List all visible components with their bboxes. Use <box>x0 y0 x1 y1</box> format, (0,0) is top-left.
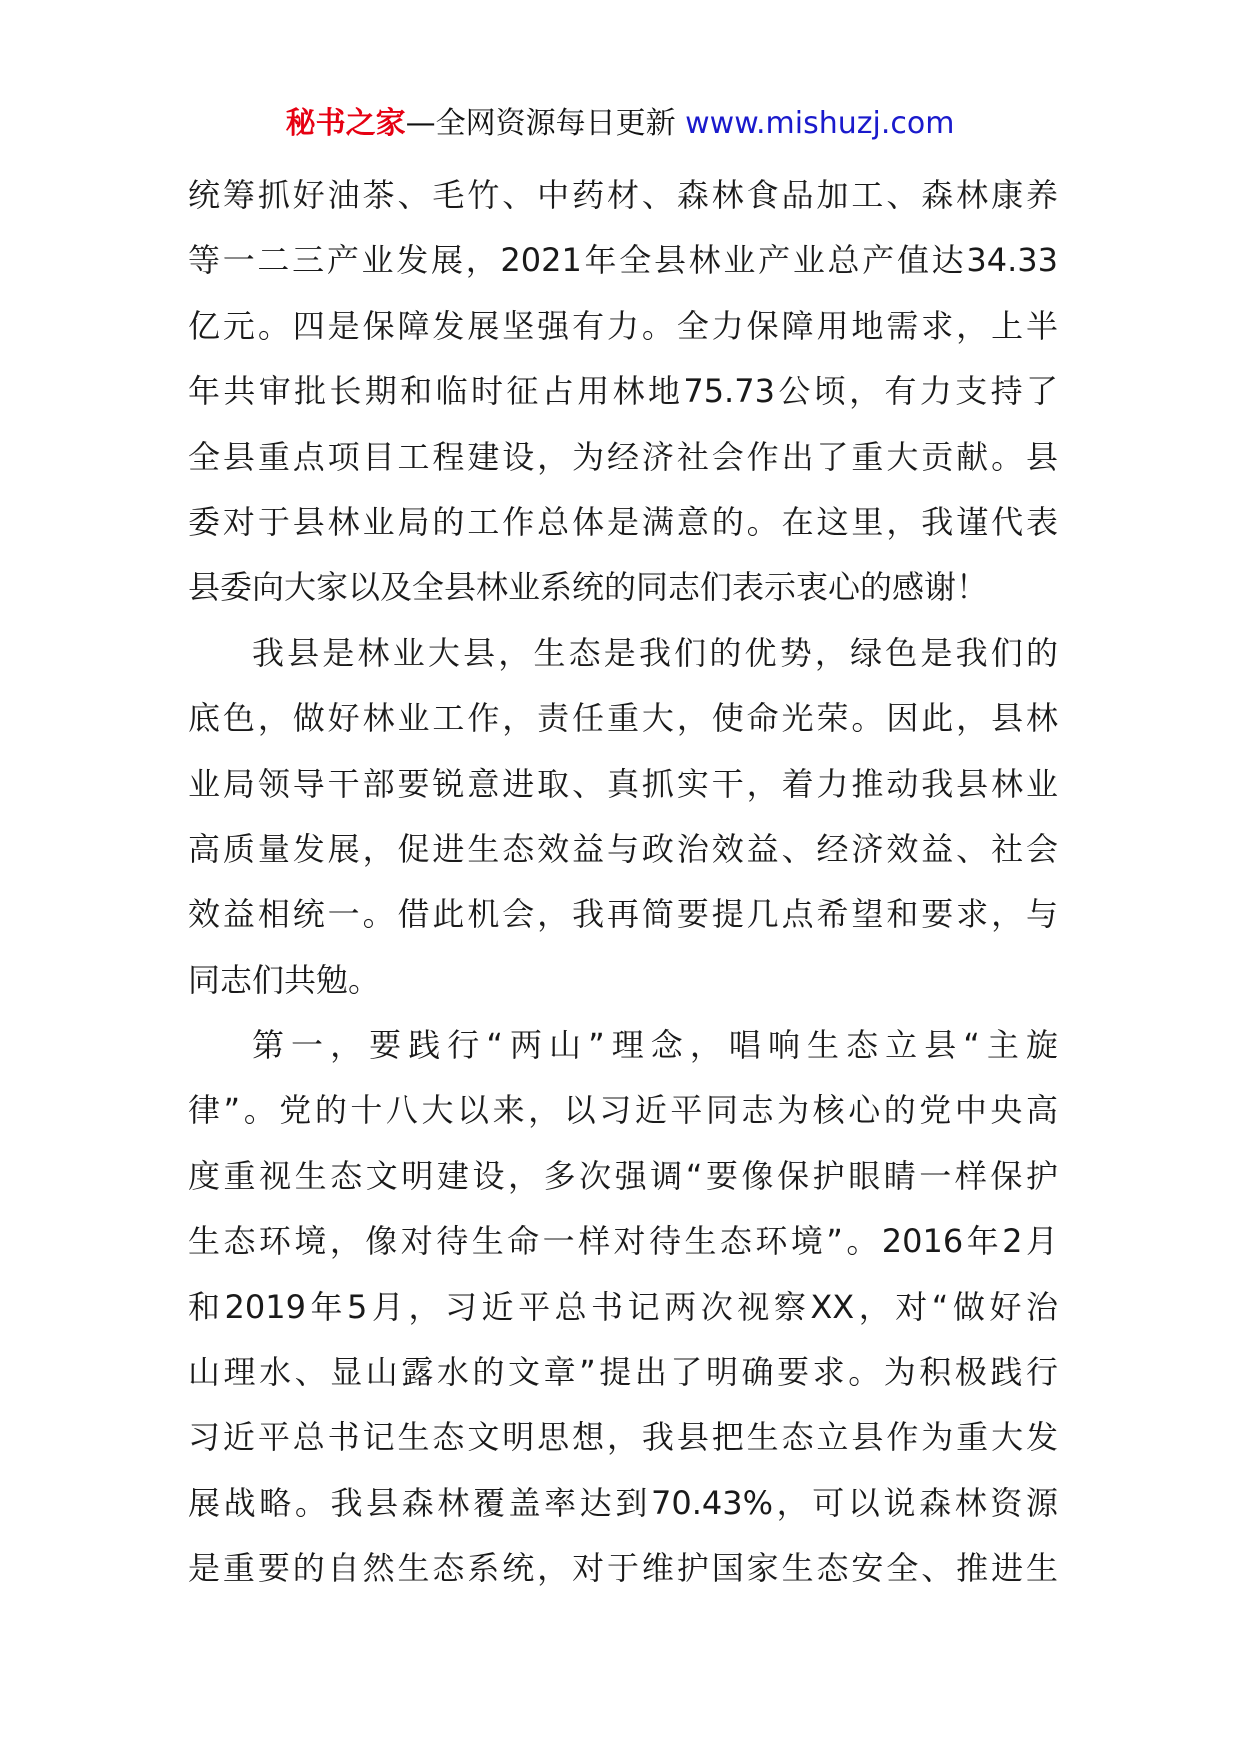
text-line: 效益相统一。借此机会，我再简要提几点希望和要求，与 <box>188 895 1058 934</box>
text-line: 等一二三产业发展，2021年全县林业产业总产值达34.33 <box>188 241 1058 280</box>
site-url-link[interactable]: www.mishuzj.com <box>685 106 955 141</box>
paragraph-first-line: 第一，要践行“两山”理念，唱响生态立县“主旋 <box>252 1026 1058 1065</box>
text-line: 亿元。四是保障发展坚强有力。全力保障用地需求，上半 <box>188 306 1058 345</box>
text-line: 生态环境，像对待生命一样对待生态环境”。2016年2月 <box>188 1222 1058 1261</box>
text-line: 展战略。我县森林覆盖率达到70.43%，可以说森林资源 <box>188 1483 1058 1522</box>
page-header <box>0 102 1240 146</box>
text-line: 习近平总书记生态文明思想，我县把生态立县作为重大发 <box>188 1418 1058 1457</box>
text-line: 业局领导干部要锐意进取、真抓实干，着力推动我县林业 <box>188 764 1058 803</box>
paragraph-first-line: 我县是林业大县，生态是我们的优势，绿色是我们的 <box>252 633 1058 672</box>
text-line: 和2019年5月，习近平总书记两次视察XX，对“做好治 <box>188 1287 1058 1326</box>
text-line: 高质量发展，促进生态效益与政治效益、经济效益、社会 <box>188 829 1058 868</box>
text-line: 统筹抓好油茶、毛竹、中药材、森林食品加工、森林康养 <box>188 176 1058 214</box>
text-line: 山理水、显山露水的文章”提出了明确要求。为积极践行 <box>188 1353 1058 1392</box>
text-line: 底色，做好林业工作，责任重大，使命光荣。因此，县林 <box>188 699 1058 738</box>
text-line: 度重视生态文明建设，多次强调“要像保护眼睛一样保护 <box>188 1156 1058 1195</box>
text-line: 委对于县林业局的工作总体是满意的。在这里，我谨代表 <box>188 502 1058 541</box>
document-body <box>188 163 1058 1602</box>
text-line: 是重要的自然生态系统，对于维护国家生态安全、推进生 <box>188 1549 1058 1588</box>
text-line: 律”。党的十八大以来，以习近平同志为核心的党中央高 <box>188 1091 1058 1130</box>
text-line: 年共审批长期和临时征占用林地75.73公顷，有力支持了 <box>188 372 1058 411</box>
site-brand: 秘书之家 <box>285 106 406 141</box>
text-line: 县委向大家以及全县林业系统的同志们表示衷心的感谢！ <box>188 568 989 607</box>
site-tagline: —全网资源每日更新 <box>405 106 676 141</box>
text-line: 同志们共勉。 <box>188 960 381 999</box>
text-line: 全县重点项目工程建设，为经济社会作出了重大贡献。县 <box>188 437 1058 476</box>
